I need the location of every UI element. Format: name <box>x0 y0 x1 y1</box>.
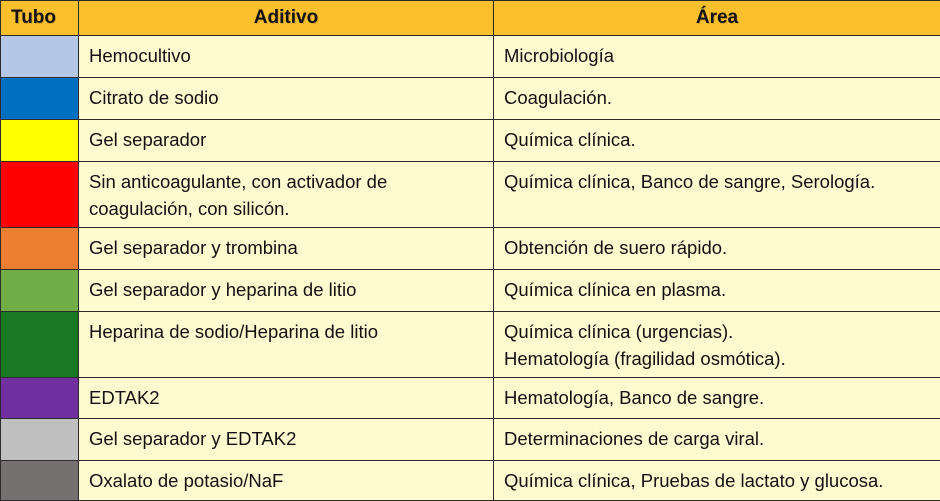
aditivo-cell: Heparina de sodio/Heparina de litio <box>79 312 494 378</box>
table-body <box>1 36 940 501</box>
aditivo-cell: Oxalato de potasio/NaF <box>79 461 494 501</box>
aditivo-cell: Gel separador <box>79 120 494 162</box>
tube-color-swatch <box>1 461 79 501</box>
tube-color-swatch <box>1 378 79 419</box>
area-cell: Coagulación. <box>494 78 940 120</box>
header-row <box>1 1 940 36</box>
aditivo-cell: Hemocultivo <box>79 36 494 78</box>
aditivo-cell: Sin anticoagulante, con activador de coagulación, con silicón. <box>79 162 494 228</box>
tube-color-swatch <box>1 228 79 270</box>
aditivo-cell: Citrato de sodio <box>79 78 494 120</box>
header-tubo: Tubo <box>1 1 79 36</box>
aditivo-cell: Gel separador y heparina de litio <box>79 270 494 312</box>
table-row <box>1 228 940 270</box>
area-cell: Química clínica (urgencias). Hematología (fragilidad osmótica). <box>494 312 940 378</box>
table-header <box>1 1 940 36</box>
header-aditivo: Aditivo <box>79 1 494 36</box>
aditivo-cell: Gel separador y trombina <box>79 228 494 270</box>
table-row <box>1 120 940 162</box>
table-row <box>1 78 940 120</box>
table-row <box>1 312 940 378</box>
area-cell: Obtención de suero rápido. <box>494 228 940 270</box>
area-cell: Química clínica. <box>494 120 940 162</box>
aditivo-cell: Gel separador y EDTAK2 <box>79 419 494 461</box>
aditivo-cell: EDTAK2 <box>79 378 494 419</box>
area-cell: Química clínica en plasma. <box>494 270 940 312</box>
tube-color-swatch <box>1 120 79 162</box>
tube-color-swatch <box>1 419 79 461</box>
area-cell: Microbiología <box>494 36 940 78</box>
tube-color-swatch <box>1 78 79 120</box>
area-cell: Química clínica, Pruebas de lactato y glucosa. <box>494 461 940 501</box>
table-row <box>1 36 940 78</box>
area-cell: Hematología, Banco de sangre. <box>494 378 940 419</box>
header-area: Área <box>494 1 940 36</box>
tube-color-swatch <box>1 162 79 228</box>
tube-color-swatch <box>1 270 79 312</box>
table-row <box>1 378 940 419</box>
tube-color-swatch <box>1 36 79 78</box>
area-cell: Determinaciones de carga viral. <box>494 419 940 461</box>
table-row <box>1 419 940 461</box>
table-row <box>1 461 940 501</box>
tube-color-swatch <box>1 312 79 378</box>
table-row <box>1 270 940 312</box>
table-row <box>1 162 940 228</box>
area-cell: Química clínica, Banco de sangre, Serología. <box>494 162 940 228</box>
